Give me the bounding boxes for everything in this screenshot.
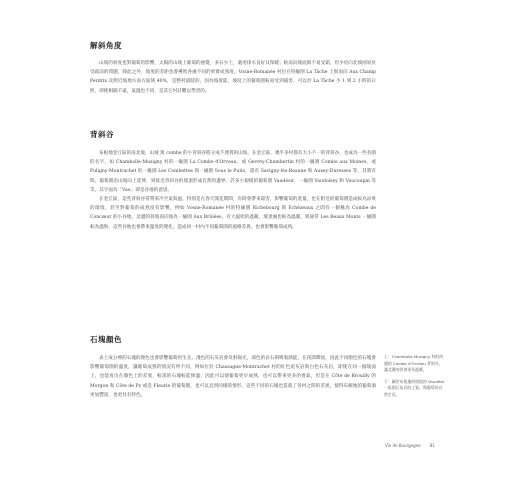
side-note-top: 上：Chambolle-Musigny 村的南邊的 Combe d'Orveau 背斜谷，讓北邊的斜坡更為溫暖。 <box>384 354 444 373</box>
side-notes <box>384 354 446 404</box>
page-number: 81 <box>429 443 435 448</box>
paragraph: 山坡的斜度也對葡萄的影響，太陽的山坡上葡萄的感覺，多石少土，適用排水良好及保暖；較南向坡面與不易受霜，但少於向北坡則易於受霜涼的問題，除此之外，坡度的差距也會導致各處不同的果實成熟度。Vosne-Romanée 村位在特級園 La Tâche 上與南向 Aux Champ Perdrix 及附近坡地方南方區域 40%，是整村最陡的，因為坡度陡，坡度上的葡萄園較易受到霜害，可以於 La Tâche 少 1 到 2 小時的日照，即使相隔不遠，氣溫也不同，是其它村莊難以學習的。 <box>90 61 376 94</box>
section-heading-slope: 解斜角度 <box>90 41 122 50</box>
section-body-combe <box>90 149 376 232</box>
side-note-bottom: 下：屬於布根地的坡地的 Vaudésir 一級園石灰岩的土質，與葡萄的自然生長。 <box>384 378 445 397</box>
footer-section-title: Vin de Bourgogne <box>384 443 421 448</box>
paragraph: 布根地金丘區的南北坡，山坡 與 combe 的小背斜谷將分成不連貫的山坡，在金丘區，幾乎多村都有大小不一的背斜谷，也成為一些名園的名字，如 Chambolle-Musigny 村的一級園 La Combe d'Orveau，或 Gevrey-Chambertin 村的一級園 Combe aux Moines，或 Puligny-Montrachet 的一級園 Les Combettes 與一級園 Sous le Puits，還有 Savigny-lès-Beaune 和 Auxey-Duresses 等，其實有時，葡萄園沿山坡向上延伸，到接近背斜谷的坡頂形成自然的邊界，許多小規模的葡萄園 Vaudésir，一級園 Vaudoisey 和 Vaucoupin 等等，其字面為「Vau」即是谷地的意思。 <box>90 151 376 193</box>
section-heading-combe: 背斜谷 <box>90 130 114 139</box>
paragraph: 在金丘區，這些背斜谷常帶來冷空氣與風，特別是在春天開花期間，有時會帶來霜害，影響葡萄的產量，也在附近的葡萄園造成較為涼爽的環境，甚至對葡萄的成熟度有影響，例如 Vosne-Romanée 村的特級園 Richebourg 與 Échézeaux 之間有一個稱為 Combe de Concœur 的小谷地，北邊的斜坡南向坡為一級園 Aux Brûlées，有大風吹的遮蔽，坡頂處也較為溫暖，與通常 Les Beaux Monts 一級園較為溫和，這些谷地也會帶來溫度的變化，造成同一村內不同葡萄園的風格差異，也會影響葡萄成熟。 <box>90 197 376 230</box>
page-footer <box>377 443 435 448</box>
section-body-stone-color <box>90 354 376 400</box>
section-heading-stone-color: 石塊顏色 <box>90 335 122 344</box>
paragraph: 表土成分裡的石塊的顏色也會影響葡萄的生長，淺色的石灰岩會反射陽光，深色的岩石則吸收熱能，在夜間釋放，因此不同顏色的石塊會影響葡萄園的溫度，讓葡萄成熟的情況有所不同，例如位於 Chassagne-Montrachet 村的紅色泥灰岩與白色石灰岩，即使在同一個坡面上，也能看出在顏色上的差異，較深的石塊較能保溫，因此可以使葡萄更早成熟，也可以帶來更多的香氣，但是在 Côte de Brouilly 的 Morgon 和 Côte de Py 或是 Fleurie 的葡萄園，也可以見到同樣的情形，這些不同的石塊也造就了各村之間的差異，使得布根地的葡萄酒更加豐富，也更具有特色。 <box>90 356 376 398</box>
section-body-slope <box>90 59 376 96</box>
